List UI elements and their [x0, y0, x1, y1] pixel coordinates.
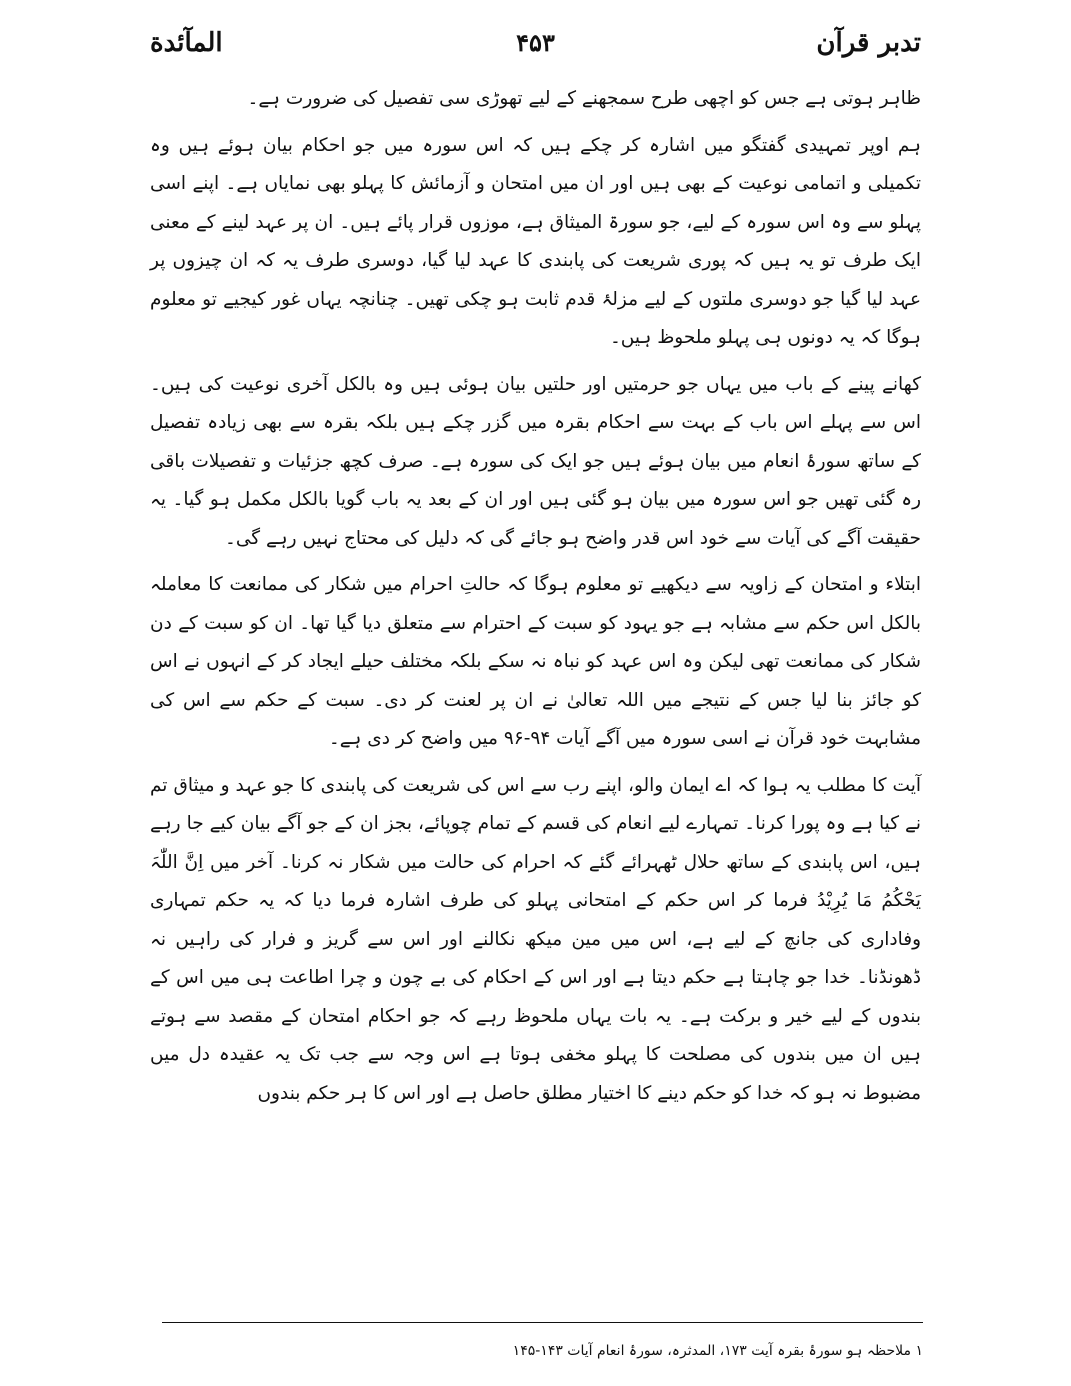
- page-number: ۴۵۳: [516, 28, 555, 57]
- footnote-divider: [162, 1322, 923, 1323]
- page-header: [150, 28, 921, 80]
- page-body: [150, 80, 921, 1113]
- book-title: تدبر قرآن: [816, 28, 921, 58]
- surah-title: المآئدة: [150, 28, 223, 58]
- paragraph-3: کھانے پینے کے باب میں یہاں جو حرمتیں اور حلتیں بیان ہوئی ہیں وہ بالکل آخری نوعیت کی ہیں۔ اس سے پہلے اس باب کے بہت سے احکام بقرہ میں گزر چکے ہیں بلکہ بقرہ سے بھی زیادہ تفصیل کے ساتھ سورۂ انعام میں بیان ہوئے ہیں جو ایک کی سورہ ہے۔ صرف کچھ جزئیات و تفصیلات باقی رہ گئی تھیں جو اس سورہ میں بیان ہو گئی ہیں اور ان کے بعد یہ باب گویا بالکل مکمل ہو گیا۔ یہ حقیقت آگے کی آیات سے خود اس قدر واضح ہو جائے گی کہ دلیل کی محتاج نہیں رہے گی۔: [150, 373, 921, 549]
- footnote: ۱ ملاحظہ ہو سورۂ بقرہ آیت ۱۷۳، المدثرہ، سورۂ انعام آیات ۱۴۳-۱۴۵: [512, 1343, 923, 1359]
- paragraph-5: آیت کا مطلب یہ ہوا کہ اے ایمان والو، اپنے رب سے اس کی شریعت کی پابندی کا جو عہد و میثاق تم نے کیا ہے وہ پورا کرنا۔ تمہارے لیے انعام کی قسم کے تمام چوپائے، بجز ان کے جو آگے بیان کیے جا رہے ہیں، اس پابندی کے ساتھ حلال ٹھہرائے گئے کہ احرام کی حالت میں شکار نہ کرنا۔ آخر میں اِنَّ اللّٰہَ یَحْکُمُ مَا یُرِیْدُ فرما کر اس حکم کے امتحانی پہلو کی طرف اشارہ فرما دیا کہ یہ حکم تمہاری وفاداری کی جانچ کے لیے ہے، اس میں مین میکھ نکالنے اور اس سے گریز و فرار کی راہیں نہ ڈھونڈنا۔ خدا جو چاہتا ہے حکم دیتا ہے اور اس کے احکام کی بے چون و چرا اطاعت ہی میں اس کے بندوں کے لیے خیر و برکت ہے۔ یہ بات یہاں ملحوظ رہے کہ جو احکام امتحان کے مقصد سے ہوتے ہیں ان میں بندوں کی مصلحت کا پہلو مخفی ہوتا ہے اس وجہ سے جب تک یہ عقیدہ دل میں مضبوط نہ ہو کہ خدا کو حکم دینے کا اختیار مطلق حاصل ہے اور اس کا ہر حکم بندوں: [150, 774, 921, 1104]
- paragraph-2: ہم اوپر تمہیدی گفتگو میں اشارہ کر چکے ہیں کہ اس سورہ میں جو احکام بیان ہوئے ہیں وہ تکمیلی و اتمامی نوعیت کے بھی ہیں اور ان میں امتحان و آزمائش کا پہلو بھی نمایاں ہے۔ اپنے اسی پہلو سے وہ اس سورہ کے لیے، جو سورۃ المیثاق ہے، موزوں قرار پائے ہیں۔ ان پر عہد لینے کے معنی ایک طرف تو یہ ہیں کہ پوری شریعت کی پابندی کا عہد لیا گیا، دوسری طرف یہ کہ ان چیزوں پر عہد لیا گیا جو دوسری ملتوں کے لیے مزلۂ قدم ثابت ہو چکی تھیں۔ چنانچہ یہاں غور کیجیے تو معلوم ہوگا کہ یہ دونوں ہی پہلو ملحوظ ہیں۔: [150, 134, 921, 348]
- paragraph-1: ظاہر ہوتی ہے جس کو اچھی طرح سمجھنے کے لیے تھوڑی سی تفصیل کی ضرورت ہے۔: [247, 88, 921, 109]
- paragraph-4: ابتلاء و امتحان کے زاویہ سے دیکھیے تو معلوم ہوگا کہ حالتِ احرام میں شکار کی ممانعت کا معاملہ بالکل اس حکم سے مشابہ ہے جو یہود کو سبت کے احترام سے متعلق دیا گیا تھا۔ ان کو سبت کے دن شکار کی ممانعت تھی لیکن وہ اس عہد کو نباہ نہ سکے بلکہ مختلف حیلے ایجاد کر کے انہوں نے اس کو جائز بنا لیا جس کے نتیجے میں اللہ تعالیٰ نے ان پر لعنت کر دی۔ سبت کے حکم سے اس کی مشابہت خود قرآن نے اسی سورہ میں آگے آیات ۹۴-۹۶ میں واضح کر دی ہے۔: [150, 574, 921, 749]
